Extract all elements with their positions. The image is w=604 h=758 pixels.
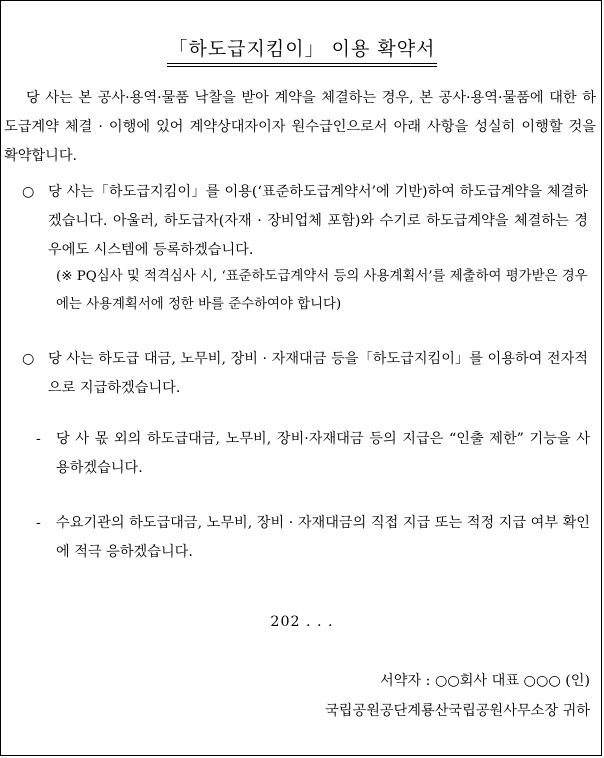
dash-bullet-icon: - (36, 431, 41, 447)
item-2-sub-2-text: 수요기관의 하도급대금, 노무비, 장비 · 자재대금의 직접 지급 또는 적정 지급 여부 확인에 적극 응하겠습니다. (56, 515, 590, 560)
item-2-sub-1-text: 당 사 몫 외의 하도급대금, 노무비, 장비·자재대금 등의 지급은 “인출 제한” 기능을 사용하겠습니다. (56, 431, 590, 476)
dash-bullet-icon: - (36, 515, 41, 531)
circle-bullet-icon: ○ (22, 184, 35, 200)
item-1-text: 당 사는「하도급지킴이」를 이용(‘표준하도급계약서’에 기반)하여 하도급계약을 체결하겠습니다. 아울러, 하도급자(자재 · 장비업체 포함)와 수기로 하도급계약을 체결하는 경우에도 시스템에 등록하겠습니다. (48, 184, 588, 258)
circle-bullet-icon: ○ (22, 351, 35, 367)
intro-paragraph: 당 사는 본 공사·용역·물품 낙찰을 받아 계약을 체결하는 경우, 본 공사·용역·물품에 대한 하도급계약 체결 · 이행에 있어 계약상대자이자 원수급인으로서 아래 사항을 성실히 이행할 것을 확약합니다. (4, 90, 596, 164)
date-line: 202 . . . (270, 614, 334, 630)
signer-line: 서약자 : ○○회사 대표 ○○○ (인) (380, 673, 590, 689)
item-1-note: (※ PQ심사 및 적격심사 시, ‘표준하도급계약서 등의 사용계획서’를 제출하여 평가받은 경우에는 사용계획서에 정한 바를 준수하여야 합니다) (56, 269, 588, 312)
item-2-text: 당 사는 하도급 대금, 노무비, 장비 · 자재대금 등을「하도급지킴이」를 이용하여 전자적으로 지급하겠습니다. (48, 351, 588, 396)
title-text: 「하도급지킴이」 이용 확약서 (167, 34, 438, 64)
document-title (0, 34, 604, 64)
recipient-line: 국립공원공단계룡산국립공원사무소장 귀하 (325, 703, 590, 719)
